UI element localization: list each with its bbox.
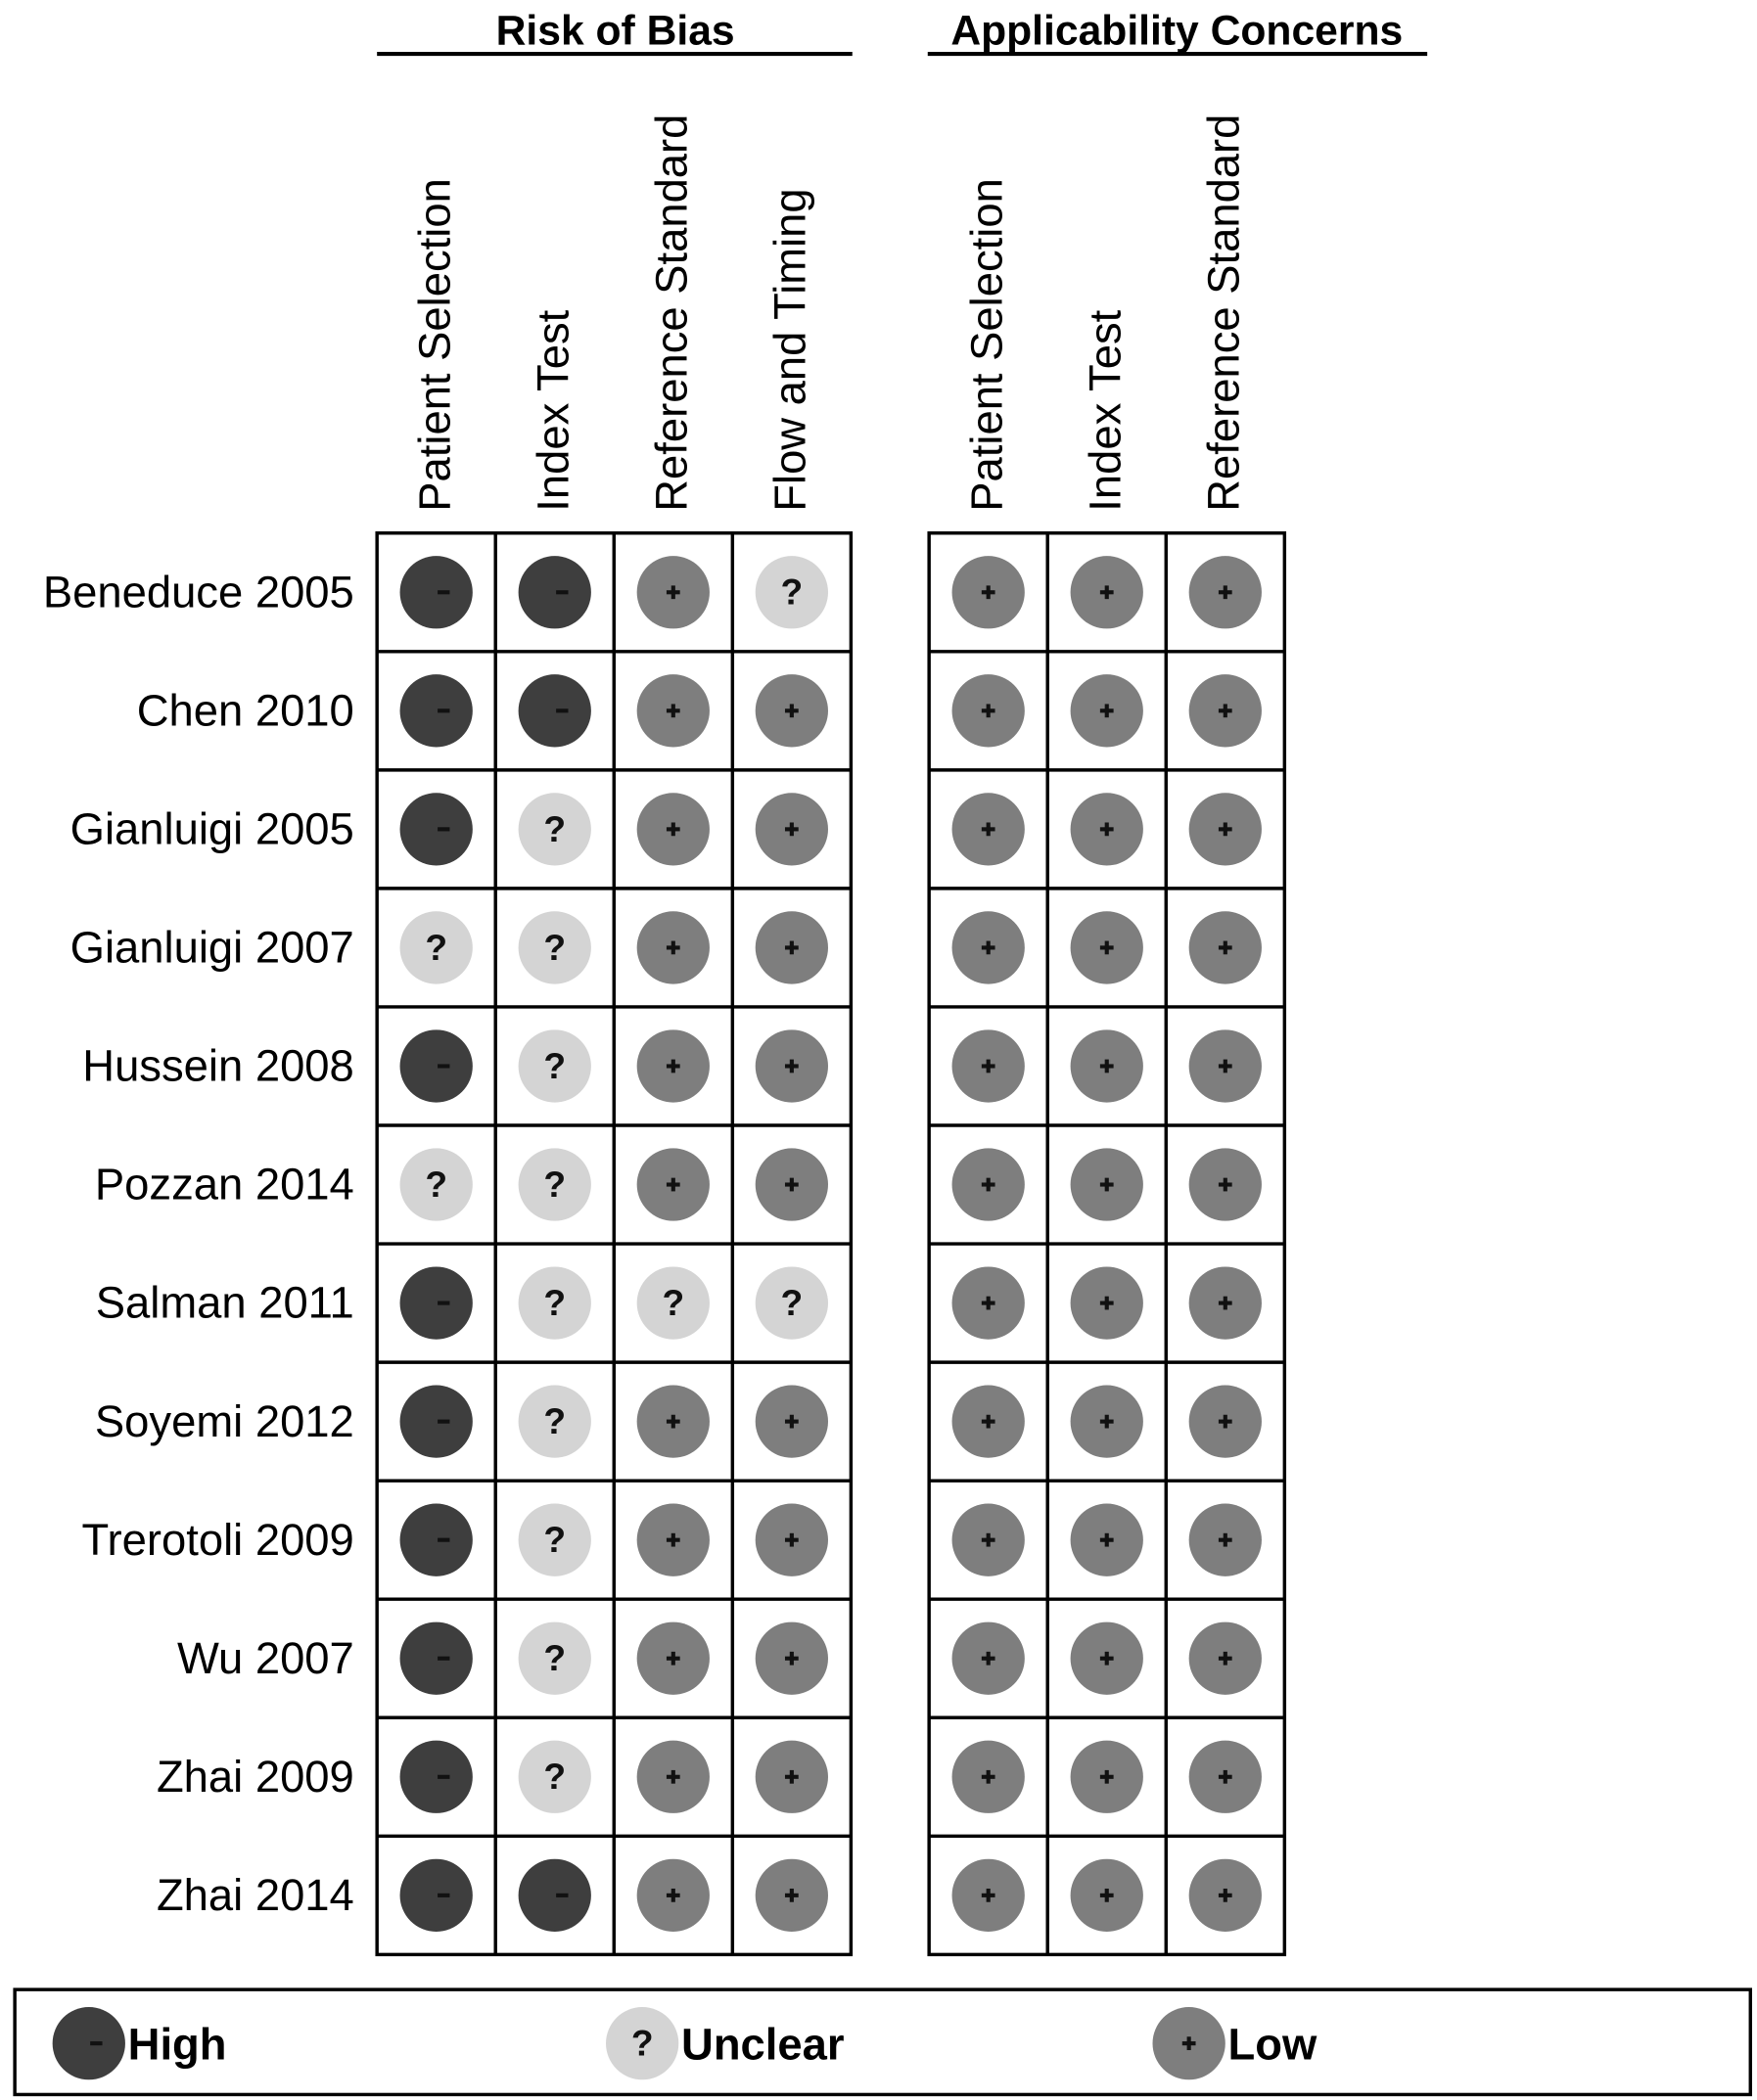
legend-label-low: Low xyxy=(1227,2019,1318,2070)
plus-sign-v xyxy=(790,1533,794,1547)
risk-mark-1-3 xyxy=(756,674,828,747)
risk-mark-6-3 xyxy=(756,1266,828,1339)
question-mark: ? xyxy=(543,1756,567,1798)
applicability-mark-5-1 xyxy=(1071,1148,1143,1220)
study-label-3: Gianluigi 2007 xyxy=(69,922,354,973)
column-header-0-2: Reference Standard xyxy=(646,114,697,512)
applicability-mark-3-0 xyxy=(952,911,1025,983)
study-label-8: Trerotoli 2009 xyxy=(81,1514,354,1565)
applicability-mark-0-2 xyxy=(1189,556,1262,628)
plus-sign-v xyxy=(987,704,991,717)
risk-mark-1-2 xyxy=(637,674,710,747)
risk-mark-5-3 xyxy=(756,1148,828,1220)
risk-mark-5-1 xyxy=(519,1148,591,1220)
minus-sign xyxy=(438,827,449,831)
plus-sign-v xyxy=(671,1652,675,1666)
plus-sign-v xyxy=(1105,941,1109,955)
applicability-mark-10-0 xyxy=(952,1741,1025,1813)
study-label-11: Zhai 2014 xyxy=(156,1869,354,1920)
mark-circle-high xyxy=(400,1266,473,1339)
plus-sign-v xyxy=(1224,704,1227,717)
risk-mark-9-3 xyxy=(756,1622,828,1695)
question-mark: ? xyxy=(425,1163,448,1205)
plus-sign-v xyxy=(1224,941,1227,955)
mark-circle-high xyxy=(519,556,591,628)
minus-sign xyxy=(438,1301,449,1305)
applicability-mark-2-1 xyxy=(1071,793,1143,865)
risk-mark-8-1 xyxy=(519,1504,591,1576)
risk-mark-2-0 xyxy=(400,793,473,865)
minus-sign xyxy=(438,708,449,712)
plus-sign-v xyxy=(790,1889,794,1902)
plus-sign-v xyxy=(1224,1178,1227,1192)
plus-sign-v xyxy=(987,585,991,599)
group-header-1: Applicability Concerns xyxy=(950,7,1404,55)
plus-sign-v xyxy=(671,1533,675,1547)
applicability-mark-8-0 xyxy=(952,1504,1025,1576)
applicability-mark-4-2 xyxy=(1189,1029,1262,1102)
risk-mark-2-2 xyxy=(637,793,710,865)
applicability-mark-11-1 xyxy=(1071,1859,1143,1932)
applicability-mark-9-0 xyxy=(952,1622,1025,1695)
mark-circle-high xyxy=(519,674,591,747)
risk-mark-10-1 xyxy=(519,1741,591,1813)
question-mark: ? xyxy=(630,2022,654,2064)
risk-mark-8-2 xyxy=(637,1504,710,1576)
question-mark: ? xyxy=(425,926,448,968)
plus-sign-v xyxy=(1105,1533,1109,1547)
plus-sign-v xyxy=(1105,1415,1109,1429)
column-header-0-0: Patient Selection xyxy=(409,178,460,512)
study-label-9: Wu 2007 xyxy=(176,1632,354,1683)
plus-sign-v xyxy=(1224,1533,1227,1547)
question-mark: ? xyxy=(543,1281,567,1323)
legend-mark-low xyxy=(1153,2007,1225,2079)
mark-circle-high xyxy=(400,1385,473,1457)
minus-sign xyxy=(438,1420,449,1424)
risk-mark-10-0 xyxy=(400,1741,473,1813)
mark-circle-high xyxy=(400,1622,473,1695)
applicability-mark-6-2 xyxy=(1189,1266,1262,1339)
applicability-mark-9-2 xyxy=(1189,1622,1262,1695)
risk-mark-5-2 xyxy=(637,1148,710,1220)
plus-sign-v xyxy=(1105,585,1109,599)
risk-mark-9-0 xyxy=(400,1622,473,1695)
plus-sign-v xyxy=(1105,1652,1109,1666)
risk-mark-0-2 xyxy=(637,556,710,628)
study-label-0: Beneduce 2005 xyxy=(42,567,354,617)
question-mark: ? xyxy=(543,926,567,968)
risk-mark-7-3 xyxy=(756,1385,828,1457)
column-header-0-3: Flow and Timing xyxy=(764,188,815,512)
column-header-1-2: Reference Standard xyxy=(1198,114,1249,512)
study-label-1: Chen 2010 xyxy=(136,685,354,736)
applicability-mark-11-2 xyxy=(1189,1859,1262,1932)
applicability-mark-4-1 xyxy=(1071,1029,1143,1102)
applicability-mark-5-2 xyxy=(1189,1148,1262,1220)
plus-sign-v xyxy=(1224,1889,1227,1902)
mark-circle-high xyxy=(400,1859,473,1932)
plus-sign-v xyxy=(790,941,794,955)
risk-mark-2-1 xyxy=(519,793,591,865)
column-header-1-0: Patient Selection xyxy=(961,178,1012,512)
applicability-mark-8-1 xyxy=(1071,1504,1143,1576)
plus-sign-v xyxy=(987,1889,991,1902)
risk-mark-4-1 xyxy=(519,1029,591,1102)
plus-sign-v xyxy=(790,704,794,717)
risk-mark-2-3 xyxy=(756,793,828,865)
plus-sign-v xyxy=(1224,822,1227,836)
plus-sign-v xyxy=(987,941,991,955)
mark-circle-high xyxy=(400,674,473,747)
applicability-mark-11-0 xyxy=(952,1859,1025,1932)
risk-mark-6-2 xyxy=(637,1266,710,1339)
risk-mark-1-0 xyxy=(400,674,473,747)
plus-sign-v xyxy=(1105,822,1109,836)
applicability-mark-1-2 xyxy=(1189,674,1262,747)
risk-mark-4-3 xyxy=(756,1029,828,1102)
applicability-mark-7-0 xyxy=(952,1385,1025,1457)
mark-circle-high xyxy=(400,1029,473,1102)
risk-mark-4-2 xyxy=(637,1029,710,1102)
risk-mark-11-3 xyxy=(756,1859,828,1932)
applicability-mark-0-1 xyxy=(1071,556,1143,628)
risk-mark-6-0 xyxy=(400,1266,473,1339)
plus-sign-v xyxy=(671,1415,675,1429)
applicability-mark-10-2 xyxy=(1189,1741,1262,1813)
plus-sign-v xyxy=(790,1415,794,1429)
plus-sign-v xyxy=(671,941,675,955)
study-label-4: Hussein 2008 xyxy=(82,1040,354,1091)
question-mark: ? xyxy=(543,1163,567,1205)
legend-label-high: High xyxy=(127,2019,227,2070)
plus-sign-v xyxy=(987,822,991,836)
applicability-mark-4-0 xyxy=(952,1029,1025,1102)
risk-mark-9-2 xyxy=(637,1622,710,1695)
plus-sign-v xyxy=(1105,1889,1109,1902)
question-mark: ? xyxy=(543,1044,567,1086)
applicability-mark-0-0 xyxy=(952,556,1025,628)
plus-sign-v xyxy=(1105,1060,1109,1073)
risk-mark-3-3 xyxy=(756,911,828,983)
risk-mark-4-0 xyxy=(400,1029,473,1102)
plus-sign-v xyxy=(671,1770,675,1784)
legend-mark-unclear xyxy=(606,2007,678,2079)
plus-sign-v xyxy=(790,1770,794,1784)
applicability-mark-7-2 xyxy=(1189,1385,1262,1457)
applicability-mark-7-1 xyxy=(1071,1385,1143,1457)
study-label-6: Salman 2011 xyxy=(95,1277,354,1328)
risk-mark-7-0 xyxy=(400,1385,473,1457)
plus-sign-v xyxy=(671,704,675,717)
plus-sign-v xyxy=(1105,1178,1109,1192)
minus-sign xyxy=(438,1775,449,1779)
applicability-mark-6-0 xyxy=(952,1266,1025,1339)
minus-sign xyxy=(556,1894,568,1897)
applicability-mark-10-1 xyxy=(1071,1741,1143,1813)
minus-sign xyxy=(438,590,449,594)
applicability-mark-5-0 xyxy=(952,1148,1025,1220)
question-mark: ? xyxy=(662,1281,685,1323)
plus-sign-v xyxy=(987,1178,991,1192)
plus-sign-v xyxy=(987,1770,991,1784)
applicability-mark-9-1 xyxy=(1071,1622,1143,1695)
plus-sign-v xyxy=(1224,1652,1227,1666)
plus-sign-v xyxy=(671,822,675,836)
plus-sign-v xyxy=(1105,704,1109,717)
minus-sign xyxy=(438,1657,449,1661)
risk-mark-8-0 xyxy=(400,1504,473,1576)
mark-circle-high xyxy=(400,1741,473,1813)
mark-circle-high xyxy=(519,1859,591,1932)
minus-sign xyxy=(438,1538,449,1542)
risk-mark-11-2 xyxy=(637,1859,710,1932)
minus-sign xyxy=(90,2041,102,2045)
risk-mark-11-0 xyxy=(400,1859,473,1932)
applicability-mark-3-1 xyxy=(1071,911,1143,983)
risk-mark-0-1 xyxy=(519,556,591,628)
column-header-1-1: Index Test xyxy=(1080,309,1131,512)
study-label-5: Pozzan 2014 xyxy=(94,1159,354,1210)
applicability-mark-8-2 xyxy=(1189,1504,1262,1576)
plus-sign-v xyxy=(1224,1415,1227,1429)
applicability-mark-2-0 xyxy=(952,793,1025,865)
plus-sign-v xyxy=(987,1060,991,1073)
risk-mark-10-2 xyxy=(637,1741,710,1813)
risk-mark-7-1 xyxy=(519,1385,591,1457)
applicability-mark-2-2 xyxy=(1189,793,1262,865)
risk-mark-9-1 xyxy=(519,1622,591,1695)
applicability-mark-3-2 xyxy=(1189,911,1262,983)
plus-sign-v xyxy=(1105,1297,1109,1310)
question-mark: ? xyxy=(543,1637,567,1679)
plus-sign-v xyxy=(987,1533,991,1547)
risk-mark-11-1 xyxy=(519,1859,591,1932)
risk-mark-3-1 xyxy=(519,911,591,983)
mark-circle-high xyxy=(400,793,473,865)
risk-mark-10-3 xyxy=(756,1741,828,1813)
minus-sign xyxy=(556,590,568,594)
question-mark: ? xyxy=(780,1281,804,1323)
risk-mark-0-0 xyxy=(400,556,473,628)
question-mark: ? xyxy=(543,1400,567,1442)
plus-sign-v xyxy=(671,585,675,599)
group-header-0: Risk of Bias xyxy=(495,7,735,55)
risk-mark-3-0 xyxy=(400,911,473,983)
mark-circle-high xyxy=(400,556,473,628)
plus-sign-v xyxy=(1224,1297,1227,1310)
risk-mark-8-3 xyxy=(756,1504,828,1576)
legend-mark-high xyxy=(53,2007,125,2079)
minus-sign xyxy=(438,1894,449,1897)
question-mark: ? xyxy=(780,571,804,613)
plus-sign-v xyxy=(790,1178,794,1192)
plus-sign-v xyxy=(671,1178,675,1192)
plus-sign-v xyxy=(1224,585,1227,599)
plus-sign-v xyxy=(1224,1060,1227,1073)
mark-circle-high xyxy=(400,1504,473,1576)
mark-circle-high xyxy=(53,2007,125,2079)
plus-sign-v xyxy=(1187,2036,1191,2050)
plus-sign-v xyxy=(987,1297,991,1310)
applicability-mark-1-1 xyxy=(1071,674,1143,747)
plus-sign-v xyxy=(1224,1770,1227,1784)
applicability-mark-6-1 xyxy=(1071,1266,1143,1339)
question-mark: ? xyxy=(543,1519,567,1561)
study-label-7: Soyemi 2012 xyxy=(94,1395,354,1446)
study-label-2: Gianluigi 2005 xyxy=(69,803,354,854)
risk-mark-7-2 xyxy=(637,1385,710,1457)
plus-sign-v xyxy=(1105,1770,1109,1784)
risk-mark-5-0 xyxy=(400,1148,473,1220)
plus-sign-v xyxy=(790,1652,794,1666)
column-header-0-1: Index Test xyxy=(528,309,578,512)
plus-sign-v xyxy=(671,1889,675,1902)
plus-sign-v xyxy=(790,1060,794,1073)
risk-mark-0-3 xyxy=(756,556,828,628)
plus-sign-v xyxy=(790,822,794,836)
applicability-mark-1-0 xyxy=(952,674,1025,747)
risk-mark-1-1 xyxy=(519,674,591,747)
question-mark: ? xyxy=(543,807,567,849)
risk-mark-6-1 xyxy=(519,1266,591,1339)
risk-mark-3-2 xyxy=(637,911,710,983)
plus-sign-v xyxy=(987,1415,991,1429)
legend-label-unclear: Unclear xyxy=(681,2019,845,2070)
study-label-10: Zhai 2009 xyxy=(156,1751,354,1802)
plus-sign-v xyxy=(987,1652,991,1666)
minus-sign xyxy=(556,708,568,712)
minus-sign xyxy=(438,1064,449,1068)
plus-sign-v xyxy=(671,1060,675,1073)
